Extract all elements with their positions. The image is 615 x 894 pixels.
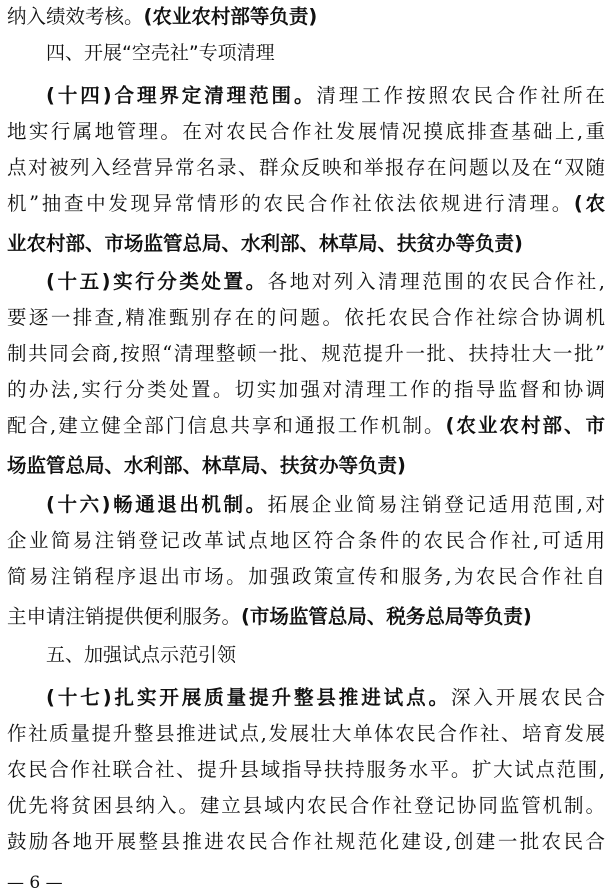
paragraph-16-line-3: 简易注销程序退出市场。加强政策宣传和服务,为农民合作社自 <box>7 565 605 588</box>
paragraph-17-title: (十七)扎实开展质量提升整县推进试点。 <box>46 686 451 709</box>
text-run: 纳入绩效考核。 <box>7 5 144 28</box>
paragraph-15-line-2: 要逐一排查,精准甄别存在的问题。依托农民合作社综合协调机 <box>7 306 605 329</box>
paragraph-15-line-1 <box>46 265 605 299</box>
text-run: 拓展企业简易注销登记适用范围,对 <box>267 493 605 516</box>
section-heading-4: 四、开展“空壳社”专项清理 <box>46 42 275 64</box>
paragraph-14-line-2: 地实行属地管理。在对农民合作社发展情况摸底排查基础上,重 <box>7 120 605 143</box>
paragraph-14-line-1 <box>46 79 605 113</box>
paragraph-17-line-5: 鼓励各地开展整县推进农民合作社规范化建设,创建一批农民合 <box>7 830 605 853</box>
responsibility-note: (市场监管总局、税务总局等负责) <box>241 605 532 628</box>
paragraph-16-line-4 <box>7 600 605 634</box>
responsibility-note: (农 <box>573 192 605 215</box>
paragraph-15-line-6: 场监管总局、水利部、林草局、扶贫办等负责) <box>7 454 406 477</box>
text-run: 主申请注销提供便利服务。 <box>7 605 242 628</box>
text-run: 清理工作按照农民合作社所在 <box>316 84 605 107</box>
paragraph-16-line-2: 企业简易注销登记改革试点地区符合条件的农民合作社,可适用 <box>7 529 605 552</box>
paragraph-15-line-4: 的办法,实行分类处置。切实加强对清理工作的指导监督和协调 <box>7 378 605 401</box>
text-run: 机”抽查中发现异常情形的农民合作社依法依规进行清理。 <box>7 192 574 215</box>
responsibility-note: (农业农村部等负责) <box>143 5 318 28</box>
text-run: 各地对列入清理范围的农民合作社, <box>267 270 605 293</box>
paragraph-15-line-3: 制共同会商,按照“清理整顿一批、规范提升一批、扶持壮大一批” <box>7 342 605 365</box>
paragraph-14-line-4 <box>7 187 605 221</box>
paragraph-17-line-4: 优先将贫困县纳入。建立县域内农民合作社登记协同监管机制。 <box>7 794 605 817</box>
text-run: 深入开展农民合 <box>450 686 605 709</box>
text-line-1 <box>7 0 605 34</box>
paragraph-15-title: (十五)实行分类处置。 <box>46 270 268 293</box>
paragraph-17-line-1 <box>46 681 605 715</box>
paragraph-14-line-5: 业农村部、市场监管总局、水利部、林草局、扶贫办等负责) <box>7 232 523 255</box>
text-run: 配合,建立健全部门信息共享和通报工作机制。 <box>7 414 446 437</box>
section-heading-5: 五、加强试点示范引领 <box>46 644 237 666</box>
paragraph-16-title: (十六)畅通退出机制。 <box>46 493 268 516</box>
paragraph-16-line-1 <box>46 488 605 522</box>
page-number: — 6 — <box>7 873 63 893</box>
paragraph-14-title: (十四)合理界定清理范围。 <box>46 84 317 107</box>
responsibility-note: (农业农村部、市 <box>445 414 605 437</box>
paragraph-14-line-3: 点对被列入经营异常名录、群众反映和举报存在问题以及在“双随 <box>7 156 605 179</box>
paragraph-17-line-2: 作社质量提升整县推进试点,发展壮大单体农民合作社、培育发展 <box>7 722 605 745</box>
paragraph-17-line-3: 农民合作社联合社、提升县域指导扶持服务水平。扩大试点范围, <box>7 758 605 781</box>
paragraph-15-line-5 <box>7 409 605 443</box>
